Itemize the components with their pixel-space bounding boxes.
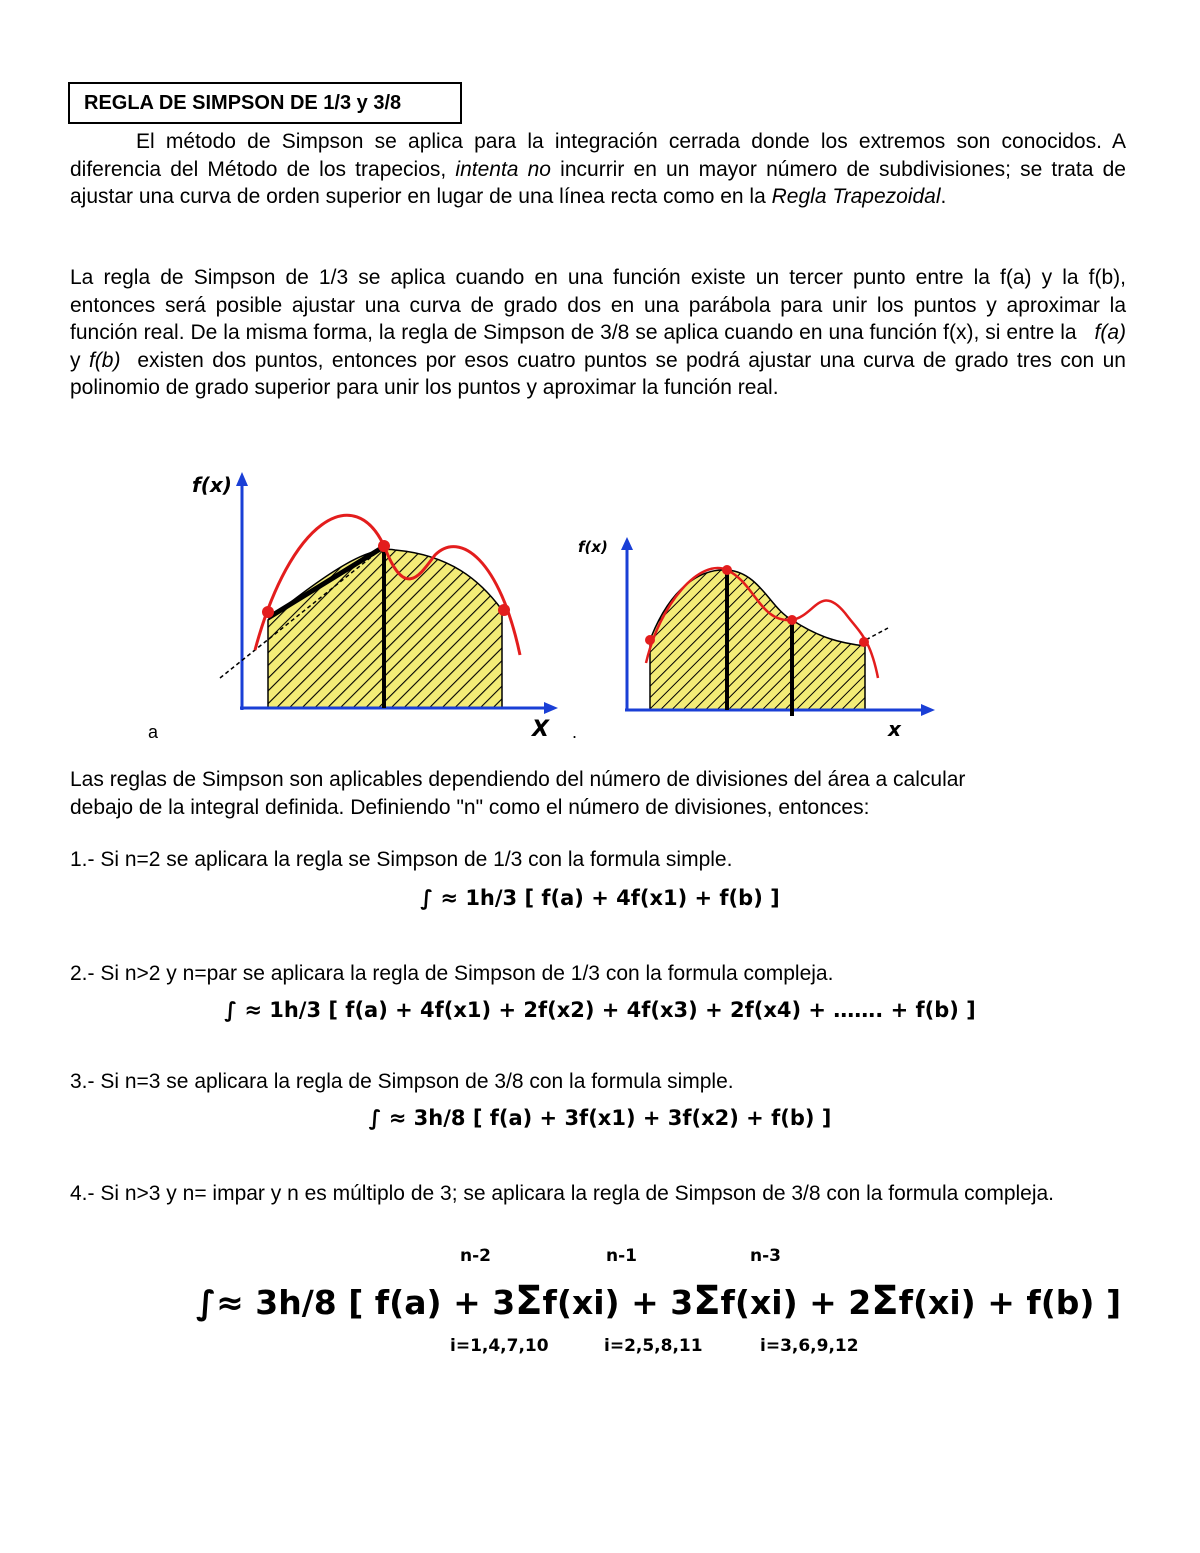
rule-4-text: 4.- Si n>3 y n= impar y n es múltiplo de 3; se aplicara la regla de Simpson de 3/8 con la formula compleja. (70, 1182, 1055, 1205)
simpson-13-figure (180, 460, 570, 750)
y-axis-arrow (236, 472, 248, 486)
intro-text-1: El método de Simpson se aplica para la integración cerrada donde los extremos son conocidos. A diferencia del Método de los trapecios, (70, 130, 1126, 181)
intro-italic-2: Regla Trapezoidal (771, 185, 941, 208)
intro-end: . (940, 185, 947, 208)
fa-label: f(a) (1094, 321, 1126, 344)
figure-caption-a: a (148, 722, 159, 742)
point-b (859, 637, 869, 647)
x-axis-arrow (921, 704, 935, 716)
y-axis-label: f(x) (578, 538, 608, 556)
simpson-text-2: existen dos puntos, entonces por esos cuatro puntos se podrá ajustar una curva de grado tres con un polinomio de grado superior para unir los puntos y aproximar la función real. (70, 348, 1126, 399)
rule-2-formula: ∫ ≈ 1h/3 [ f(a) + 4f(x1) + 2f(x2) + 4f(x3) + 2f(x4) + ……. + f(b) ] (224, 998, 976, 1022)
simpson-paragraph (70, 264, 1126, 402)
document-title: REGLA DE SIMPSON DE 1/3 y 3/8 (68, 82, 462, 124)
sigma-1: Σ (515, 1278, 543, 1324)
formula4-t2: f(xi) + 2 (720, 1283, 872, 1322)
divisions-paragraph (70, 766, 1126, 821)
point-mid (378, 540, 390, 552)
figure-caption-b: . (572, 722, 578, 742)
formula4-t1: f(xi) + 3 (542, 1283, 694, 1322)
point-a (645, 635, 655, 645)
rule-3-formula: ∫ ≈ 3h/8 [ f(a) + 3f(x1) + 3f(x2) + f(b) ] (368, 1106, 832, 1130)
sum-3-lower: i=3,6,9,12 (760, 1336, 859, 1356)
sum-1-upper: n-2 (460, 1246, 491, 1266)
sum-3-upper: n-3 (750, 1246, 781, 1266)
x-axis-label: X (532, 717, 549, 742)
simpson-text-1: La regla de Simpson de 1/3 se aplica cuando en una función existe un tercer punto entre la f(a) y la f(b), entonces será posible ajustar una curva de grado dos en una parábola para unir los puntos y aproximar la función real. De la misma forma, la regla de Simpson de 3/8 se aplica cuando en una función f(x), si entre la (70, 266, 1126, 344)
sum-1-lower: i=1,4,7,10 (450, 1336, 549, 1356)
y-axis-arrow (621, 537, 633, 550)
point-x2 (787, 615, 797, 625)
x-axis-arrow (544, 702, 558, 714)
intro-paragraph (70, 128, 1126, 211)
y-conj: y (70, 348, 81, 372)
point-x1 (722, 565, 732, 575)
shaded-area (650, 570, 865, 710)
divisions-line-2: debajo de la integral definida. Definiendo "n" como el número de divisiones, entonces: (70, 795, 870, 819)
rule-1-formula: ∫ ≈ 1h/3 [ f(a) + 4f(x1) + f(b) ] (420, 886, 780, 910)
formula4-start: ∫≈ 3h/8 [ f(a) + 3 (196, 1283, 516, 1322)
sigma-3: Σ (871, 1278, 899, 1324)
sigma-2: Σ (693, 1278, 721, 1324)
x-axis-label: x (888, 717, 901, 741)
point-b (498, 604, 510, 616)
intro-text-2: incurrir en un mayor número de subdivisiones; se trata de ajustar una curva de orden superior en lugar de una línea recta como en la (70, 157, 1126, 208)
formula4-t3: f(xi) + f(b) ] (898, 1283, 1122, 1322)
rule-2-text: 2.- Si n>2 y n=par se aplicara la regla de Simpson de 1/3 con la formula compleja. (70, 962, 834, 985)
intro-italic-1: intenta no (455, 157, 551, 181)
sum-2-lower: i=2,5,8,11 (604, 1336, 703, 1356)
rule-1-text: 1.- Si n=2 se aplicara la regla se Simpson de 1/3 con la formula simple. (70, 848, 733, 871)
rule-3-text: 3.- Si n=3 se aplicara la regla de Simpson de 3/8 con la formula simple. (70, 1070, 734, 1093)
y-axis-label: f(x) (192, 473, 232, 497)
rule-4-formula (196, 1278, 1121, 1324)
fb-label: f(b) (88, 348, 121, 372)
sum-2-upper: n-1 (606, 1246, 637, 1266)
simpson-38-figure (570, 528, 950, 748)
point-a (262, 606, 274, 618)
divisions-line-1: Las reglas de Simpson son aplicables dependiendo del número de divisiones del área a calcular (70, 768, 966, 791)
